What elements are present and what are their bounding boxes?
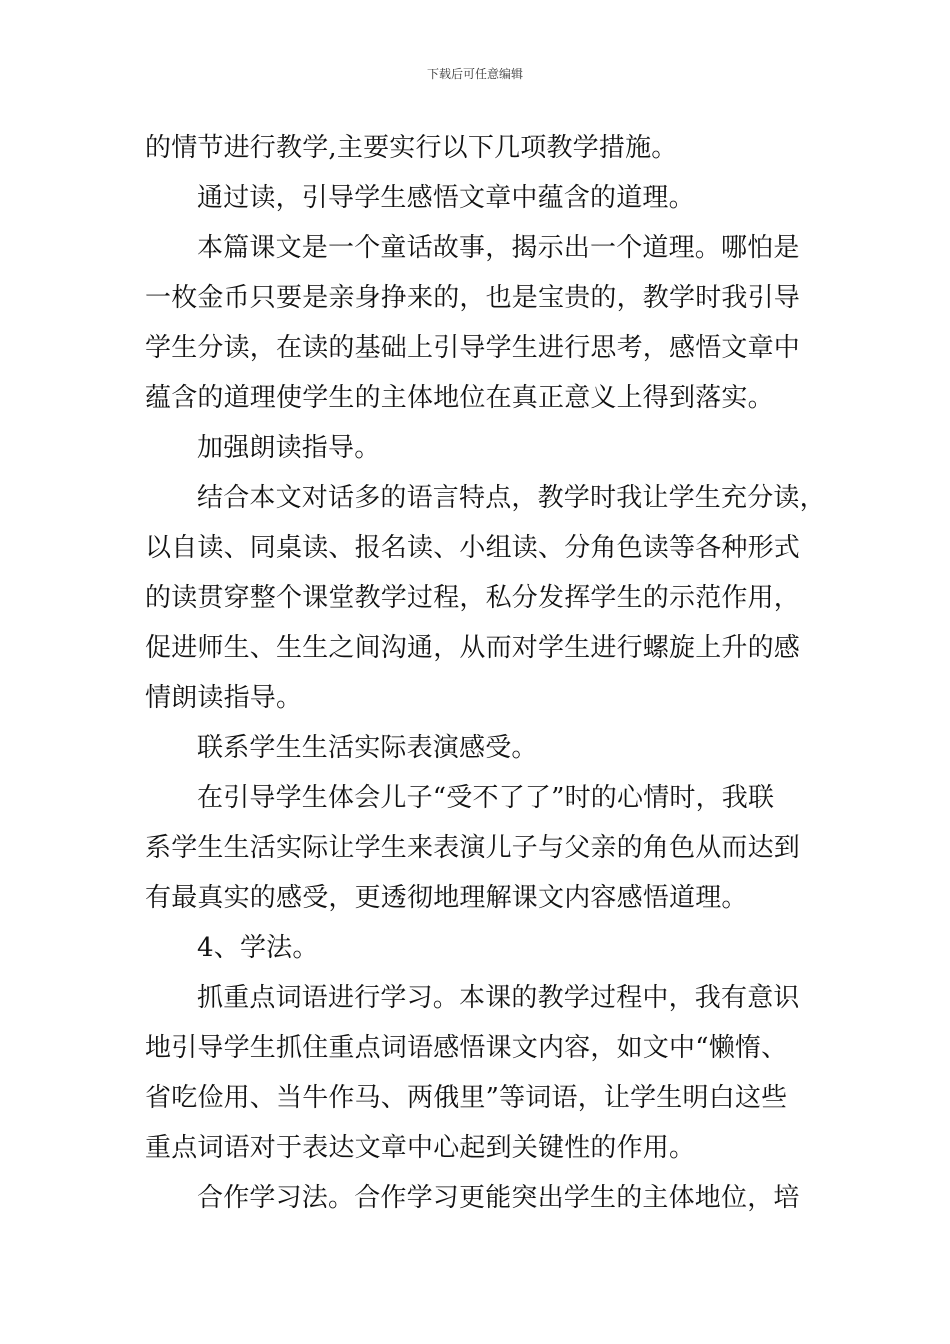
text-line: 的读贯穿整个课堂教学过程，私分发挥学生的示范作用， (145, 583, 801, 613)
text-line: 结合本文对话多的语言特点，教学时我让学生充分读， (197, 483, 826, 513)
document-body (145, 123, 826, 1223)
text-line: 在引导学生体会儿子“受不了了”时的心情时，我联 (197, 783, 775, 813)
text-line: 省吃俭用、当牛作马、两俄里”等词语，让学生明白这些 (145, 1083, 788, 1113)
text-line: 抓重点词语进行学习。本课的教学过程中，我有意识 (197, 983, 800, 1013)
paragraph-heading: 通过读，引导学生感悟文章中蕴含的道理。 (197, 183, 695, 213)
text-line: 情朗读指导。 (145, 683, 303, 713)
text-line: 合作学习法。合作学习更能突出学生的主体地位，培 (197, 1183, 800, 1213)
text-line: 有最真实的感受，更透彻地理解课文内容感悟道理。 (145, 883, 748, 913)
page-header: 下载后可任意编辑 (426, 67, 523, 81)
text-line: 系学生生活实际让学生来表演儿子与父亲的角色从而达到 (145, 833, 801, 863)
text-line: 以自读、同桌读、报名读、小组读、分角色读等各种形式 (145, 533, 801, 563)
section-heading: 4、学法。 (197, 933, 319, 963)
text-line: 促进师生、生生之间沟通，从而对学生进行螺旋上升的感 (145, 633, 801, 663)
text-line: 学生分读，在读的基础上引导学生进行思考，感悟文章中 (145, 333, 801, 363)
text-line: 一枚金币只要是亲身挣来的，也是宝贵的，教学时我引导 (145, 283, 801, 313)
text-line: 重点词语对于表达文章中心起到关键性的作用。 (145, 1133, 696, 1163)
paragraph-heading: 加强朗读指导。 (197, 433, 381, 463)
paragraph-heading: 联系学生生活实际表演感受。 (197, 733, 538, 763)
text-line: 蕴含的道理使学生的主体地位在真正意义上得到落实。 (145, 383, 774, 413)
text-line: 地引导学生抓住重点词语感悟课文内容，如文中“懒惰、 (145, 1033, 788, 1063)
text-line: 的情节进行教学,主要实行以下几项教学措施。 (145, 133, 678, 163)
text-line: 本篇课文是一个童话故事，揭示出一个道理。哪怕是 (197, 233, 800, 263)
